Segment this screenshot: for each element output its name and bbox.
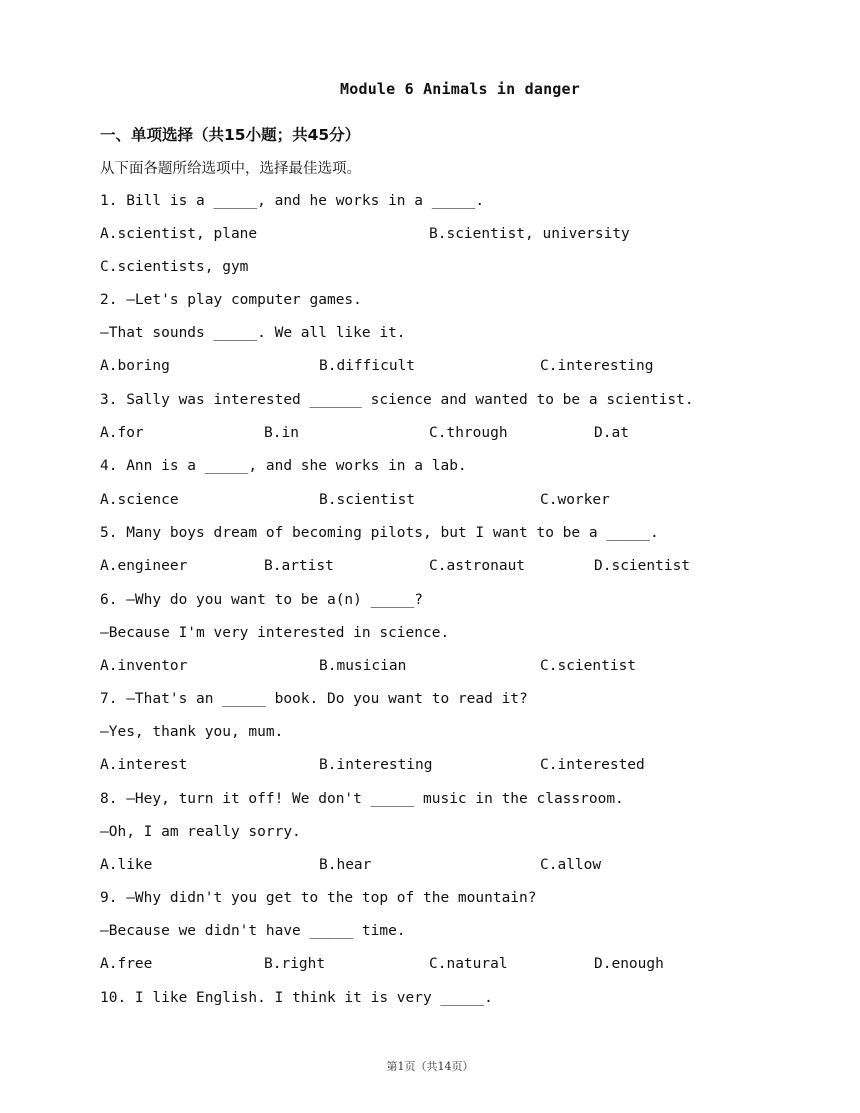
question-9-option-a: A.free xyxy=(100,956,153,972)
question-7-response: —Yes, thank you, mum. xyxy=(100,724,284,740)
question-2-option-a: A.boring xyxy=(100,358,170,374)
question-6-stem: 6. —Why do you want to be a(n) _____? xyxy=(100,592,424,608)
question-6-option-a: A.inventor xyxy=(100,658,188,674)
question-8-response: —Oh, I am really sorry. xyxy=(100,824,301,840)
question-10-stem: 10. I like English. I think it is very _____. xyxy=(100,990,493,1006)
question-5-option-a: A.engineer xyxy=(100,558,188,574)
question-1-option-b: B.scientist, university xyxy=(429,226,630,242)
question-8-option-c: C.allow xyxy=(540,857,602,873)
question-4-option-a: A.science xyxy=(100,492,179,508)
question-2-option-b: B.difficult xyxy=(319,358,416,374)
question-4-stem: 4. Ann is a _____, and she works in a lab. xyxy=(100,458,467,474)
question-5-option-c: C.astronaut xyxy=(429,558,526,574)
question-3-option-b: B.in xyxy=(264,425,299,441)
question-8-option-a: A.like xyxy=(100,857,153,873)
question-6-response: —Because I'm very interested in science. xyxy=(100,625,450,641)
question-9-option-b: B.right xyxy=(264,956,326,972)
question-6-option-c: C.scientist xyxy=(540,658,637,674)
question-9-option-d: D.enough xyxy=(594,956,664,972)
question-1-option-a: A.scientist, plane xyxy=(100,226,258,242)
question-7-option-a: A.interest xyxy=(100,757,188,773)
question-3-option-c: C.through xyxy=(429,425,508,441)
question-5-option-d: D.scientist xyxy=(594,558,691,574)
question-4-option-b: B.scientist xyxy=(319,492,416,508)
page-footer: 第1页（共14页） xyxy=(386,1060,474,1073)
question-4-option-c: C.worker xyxy=(540,492,610,508)
question-2-option-c: C.interesting xyxy=(540,358,654,374)
question-7-option-b: B.interesting xyxy=(319,757,433,773)
question-8-stem: 8. —Hey, turn it off! We don't _____ music in the classroom. xyxy=(100,791,624,807)
page-title: Module 6 Animals in danger xyxy=(340,80,580,98)
section-heading: 一、单项选择（共15小题；共45分） xyxy=(100,126,361,144)
question-9-stem: 9. —Why didn't you get to the top of the mountain? xyxy=(100,890,537,906)
question-7-stem: 7. —That's an _____ book. Do you want to read it? xyxy=(100,691,528,707)
question-7-option-c: C.interested xyxy=(540,757,645,773)
question-3-option-a: A.for xyxy=(100,425,144,441)
question-1-stem: 1. Bill is a _____, and he works in a _____. xyxy=(100,193,485,209)
question-2-stem: 2. —Let's play computer games. xyxy=(100,292,362,308)
question-6-option-b: B.musician xyxy=(319,658,407,674)
question-3-option-d: D.at xyxy=(594,425,629,441)
question-5-stem: 5. Many boys dream of becoming pilots, but I want to be a _____. xyxy=(100,525,659,541)
question-2-response: —That sounds _____. We all like it. xyxy=(100,325,406,341)
question-9-option-c: C.natural xyxy=(429,956,508,972)
question-9-response: —Because we didn't have _____ time. xyxy=(100,923,406,939)
question-3-stem: 3. Sally was interested ______ science and wanted to be a scientist. xyxy=(100,392,694,408)
question-5-option-b: B.artist xyxy=(264,558,334,574)
section-instructions: 从下面各题所给选项中，选择最佳选项。 xyxy=(100,161,361,177)
question-8-option-b: B.hear xyxy=(319,857,372,873)
question-1-option-c: C.scientists, gym xyxy=(100,259,249,275)
